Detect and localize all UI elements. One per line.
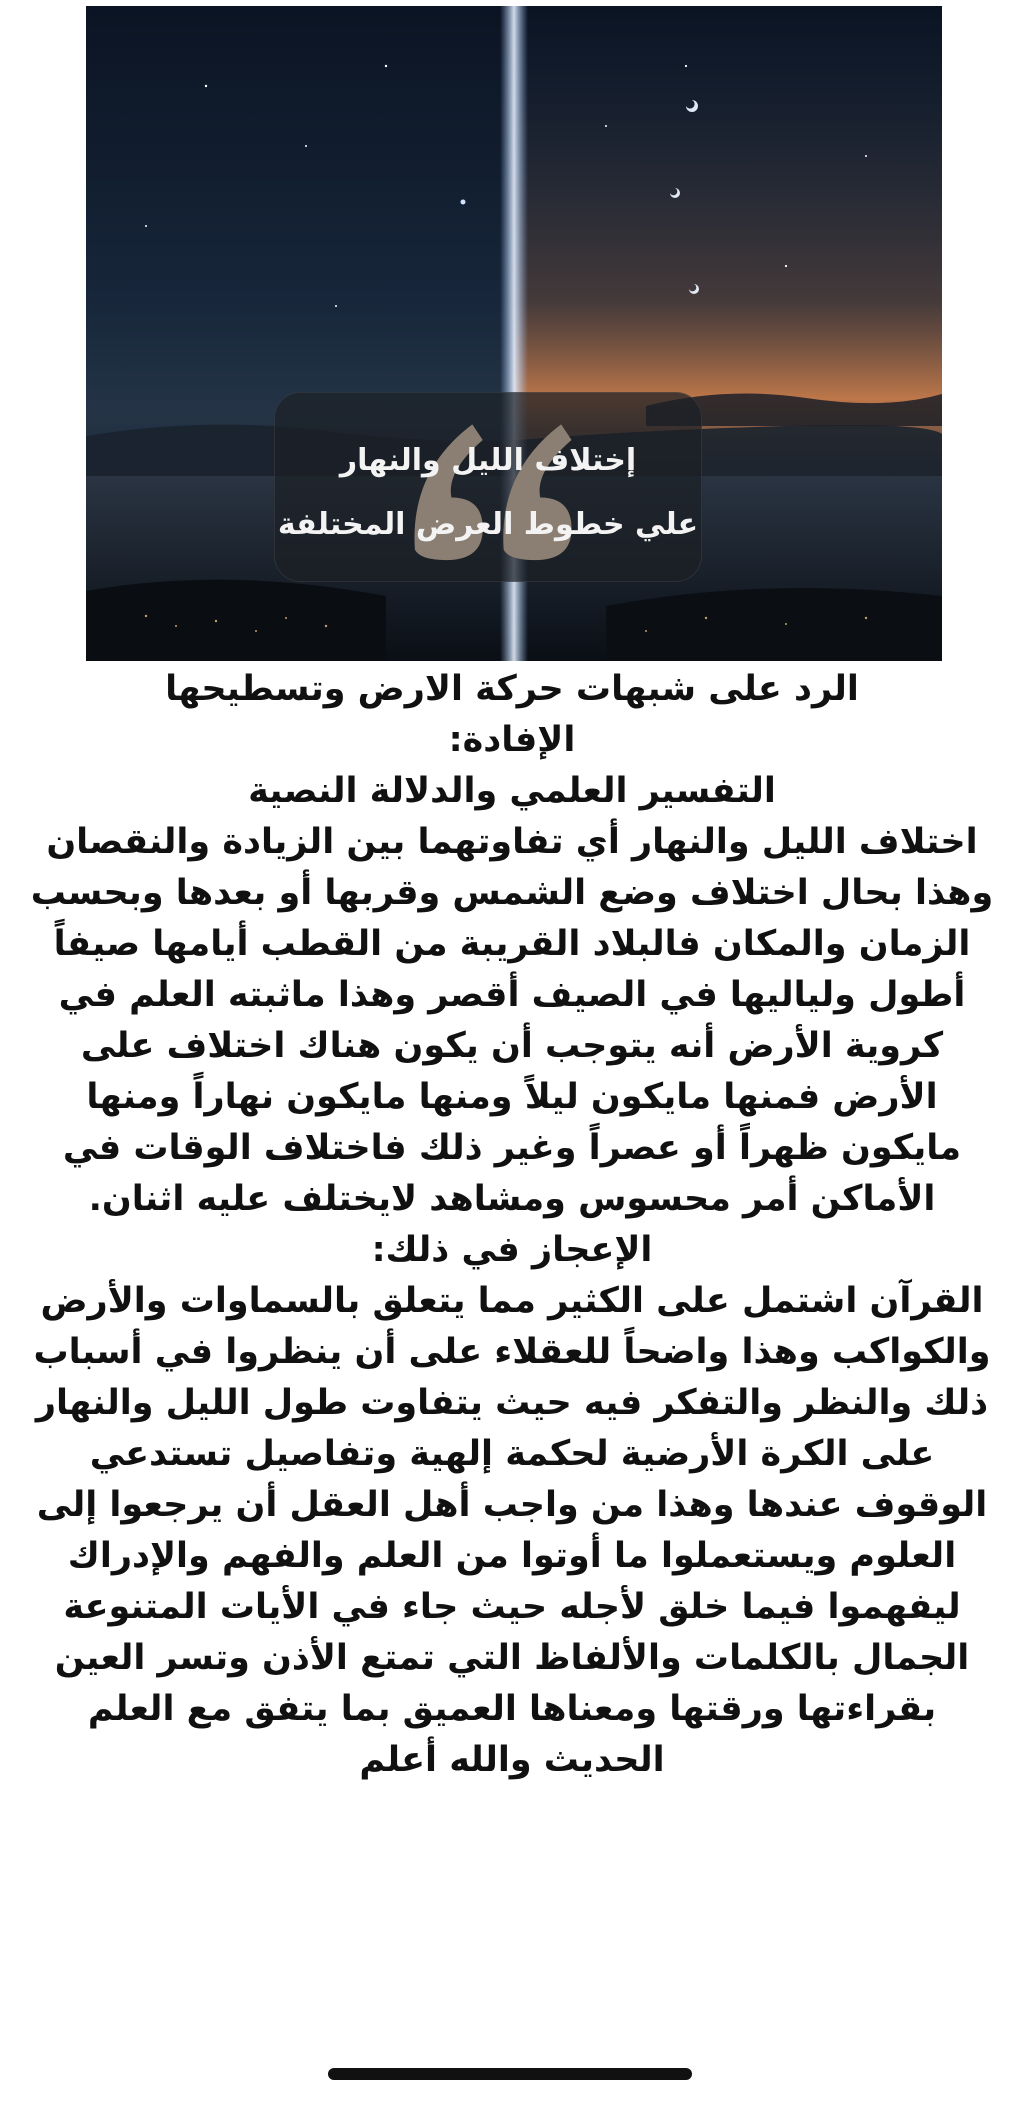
home-indicator[interactable] xyxy=(328,2068,692,2080)
article-title: الرد على شبهات حركة الارض وتسطيحها xyxy=(165,669,859,709)
quote-mark-icon xyxy=(275,393,701,581)
miracle-heading: الإعجاز في ذلك: xyxy=(371,1230,653,1270)
header-image xyxy=(86,6,942,661)
quote-card xyxy=(274,392,702,582)
benefit-heading: الإفادة: xyxy=(448,720,576,760)
paragraph-1: اختلاف الليل والنهار أي تفاوتهما بين الزيادة والنقصان وهذا بحال اختلاف وضع الشمس وقربها أو بعدها وبحسب الزمان والمكان فالبلاد القريبة من القطب أيامها صيفاً أطول ولياليها في الصيف أقصر وهذا ماثبته العلم في كروية الأرض أنه يتوجب أن يكون هناك اختلاف على الأرض فمنها مايكون ليلاً ومنها مايكون نهاراً ومنها مايكون ظهراً أو عصراً وغير ذلك فاختلاف الوقات في الأماكن أمر محسوس ومشاهد لايختلف عليه اثنان. xyxy=(30,822,994,1219)
quote-line-1: إختلاف الليل والنهار xyxy=(339,443,637,478)
article-subheading: التفسير العلمي والدلالة النصية xyxy=(248,771,776,811)
quote-line-2: علي خطوط العرض المختلفة xyxy=(277,507,699,542)
article xyxy=(18,664,1006,1786)
paragraph-2: القرآن اشتمل على الكثير مما يتعلق بالسماوات والأرض والكواكب وهذا واضحاً للعقلاء على أن ينظروا في أسباب ذلك والنظر والتفكر فيه حيث يتفاوت طول الليل والنهار على الكرة الأرضية لحكمة إلهية وتفاصيل تستدعي الوقوف عندها وهذا من واجب أهل العقل أن يرجعوا إلى العلوم ويستعملوا ما أوتوا من العلم والفهم والإدراك ليفهموا فيما خلق لأجله حيث جاء في الأيات المتنوعة الجمال بالكلمات والألفاظ التي تمتع الأذن وتسر العين بقراءتها ورقتها ومعناها العميق بما يتفق مع العلم الحديث والله أعلم xyxy=(33,1281,991,1780)
